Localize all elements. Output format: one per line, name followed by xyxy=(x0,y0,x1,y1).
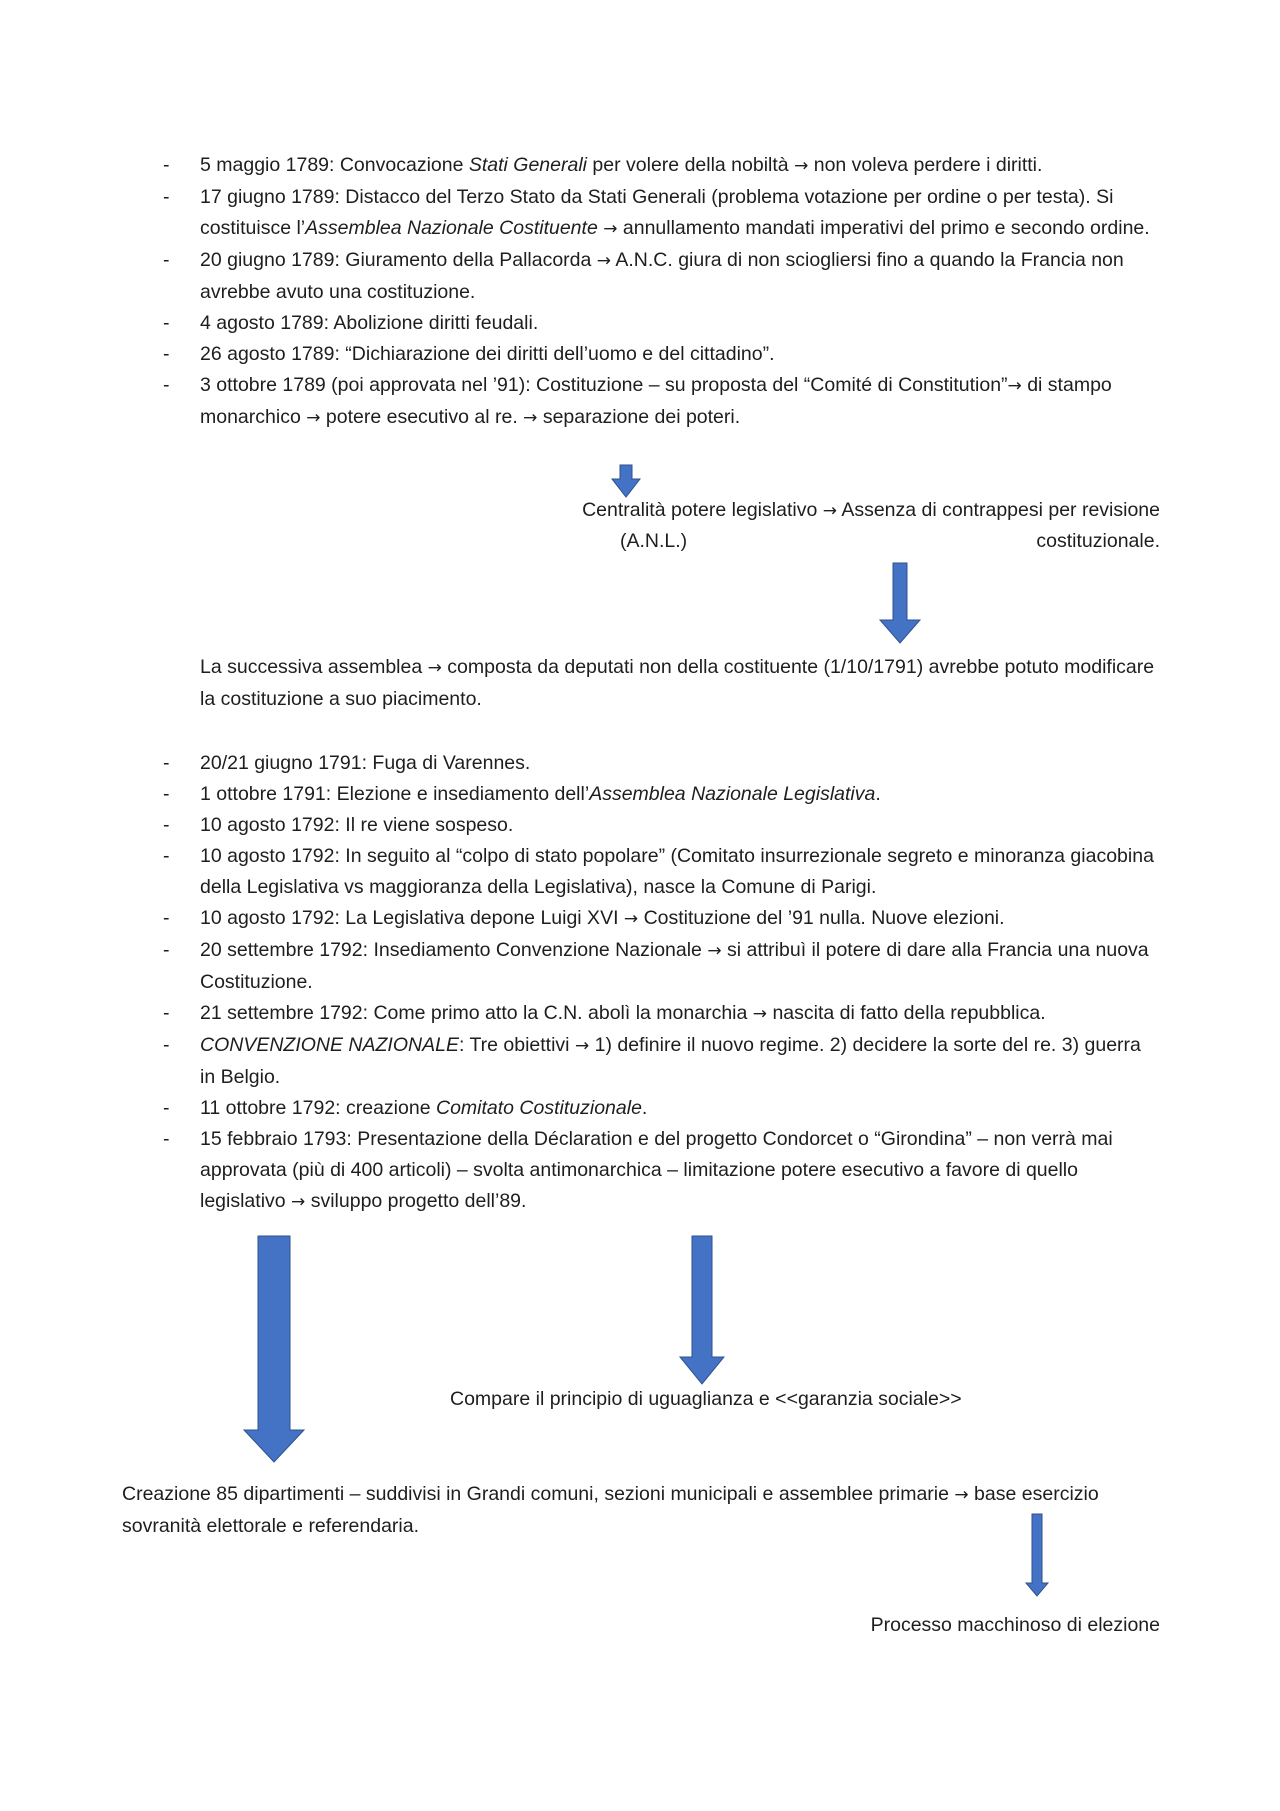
text-segment: si attribuì il potere di dare alla Francia una nuova Costituzione. xyxy=(200,939,1149,993)
events-list-1791-1793 xyxy=(160,748,1160,1218)
text-segment: 21 settembre 1792: Come primo atto la C.N. abolì la monarchia xyxy=(200,1002,753,1024)
text-segment: : Tre obiettivi xyxy=(458,1034,575,1056)
down-arrow-icon xyxy=(680,1236,724,1384)
text-segment: 20/21 giugno 1791: Fuga di Varennes. xyxy=(200,752,531,774)
right-arrow-icon: → xyxy=(523,408,538,428)
right-arrow-icon: → xyxy=(427,658,442,678)
list-item xyxy=(160,998,1160,1030)
text-segment: 10 agosto 1792: In seguito al “colpo di stato popolare” (Comitato insurrezionale segreto e minoranza giacobina della Legislativa vs maggioranza della Legislativa), nasce la Comune di Parigi. xyxy=(200,845,1154,898)
list-item xyxy=(160,150,1160,182)
italic-term: Assemblea Nazionale Legislativa xyxy=(589,783,876,805)
text-segment: 20 settembre 1792: Insediamento Convenzione Nazionale xyxy=(200,939,708,961)
italic-term: Stati Generali xyxy=(468,154,588,176)
text-segment: 10 agosto 1792: La Legislativa depone Luigi XVI xyxy=(200,907,624,929)
list-item xyxy=(160,810,1160,841)
list-item xyxy=(160,370,1160,434)
text-segment: 1) definire il nuovo regime. 2) decidere la sorte del re. 3) guerra in Belgio. xyxy=(200,1034,1141,1088)
italic-term: Comitato Costituzionale xyxy=(435,1097,642,1119)
list-item xyxy=(160,339,1160,370)
text-segment: 5 maggio 1789: Convocazione xyxy=(200,154,469,176)
text-segment: nascita di fatto della repubblica. xyxy=(767,1002,1046,1024)
text-segment: potere esecutivo al re. xyxy=(320,406,524,428)
text-segment: 26 agosto 1789: “Dichiarazione dei diritti dell’uomo e del cittadino”. xyxy=(200,343,775,365)
down-arrow-icon xyxy=(244,1236,304,1462)
text-segment: . xyxy=(641,1097,648,1119)
text-segment: base esercizio sovranità elettorale e referendaria. xyxy=(122,1483,1099,1537)
dipartimenti-paragraph xyxy=(122,1479,1162,1542)
down-arrow-icon xyxy=(1026,1514,1048,1596)
centralita-line xyxy=(510,495,1160,527)
contrappesi-text: Assenza di contrappesi per revisione xyxy=(841,499,1160,521)
right-arrow-icon: → xyxy=(822,501,837,521)
down-arrow-icon xyxy=(612,465,640,497)
centralita-text: Centralità potere legislativo xyxy=(582,499,818,521)
right-arrow-icon: → xyxy=(574,1036,590,1056)
text-segment: La successiva assemblea xyxy=(200,656,428,678)
text-segment: 1 ottobre 1791: Elezione e insediamento dell’ xyxy=(200,783,590,805)
text-segment: 3 ottobre 1789 (poi approvata nel ’91): Costituzione – su proposta del “Comité di Constitution” xyxy=(200,374,1008,396)
right-arrow-icon: → xyxy=(794,156,809,176)
text-segment: Creazione 85 dipartimenti – suddivisi in Grandi comuni, sezioni municipali e assemblee primarie xyxy=(122,1483,955,1505)
right-arrow-icon: → xyxy=(623,909,639,929)
processo-note: Processo macchinoso di elezione xyxy=(870,1614,1160,1636)
text-segment: 20 giugno 1789: Giuramento della Pallacorda xyxy=(200,249,597,271)
anl-note: (A.N.L.) xyxy=(620,530,688,552)
italic-term: CONVENZIONE NAZIONALE xyxy=(200,1034,459,1056)
list-item xyxy=(160,182,1160,245)
text-segment: Costituzione del ’91 nulla. Nuove elezioni. xyxy=(638,907,1005,929)
down-arrow-icon xyxy=(880,563,920,643)
text-segment: 11 ottobre 1792: creazione xyxy=(200,1097,436,1119)
events-list-1789 xyxy=(160,150,1160,434)
successiva-assemblea-paragraph xyxy=(200,652,1160,715)
text-segment: separazione dei poteri. xyxy=(537,406,741,428)
text-segment: sviluppo progetto dell’89. xyxy=(305,1190,527,1212)
text-segment: di stampo monarchico xyxy=(200,374,1112,428)
uguaglianza-note: Compare il principio di uguaglianza e <<garanzia sociale>> xyxy=(450,1388,962,1410)
text-segment: composta da deputati non della costituente (1/10/1791) avrebbe potuto modificare la costituzione a suo piacimento. xyxy=(200,656,1155,710)
list-item xyxy=(160,1093,1160,1124)
text-segment: annullamento mandati imperativi del primo e secondo ordine. xyxy=(617,217,1150,239)
list-item xyxy=(160,841,1160,903)
right-arrow-icon: → xyxy=(1007,376,1022,396)
right-arrow-icon: → xyxy=(596,251,612,271)
right-arrow-icon: → xyxy=(603,219,618,239)
text-segment: 10 agosto 1792: Il re viene sospeso. xyxy=(200,814,514,836)
text-segment: . xyxy=(875,783,881,805)
right-arrow-icon: → xyxy=(707,941,722,961)
text-segment: non voleva perdere i diritti. xyxy=(808,154,1043,176)
list-item xyxy=(160,779,1160,810)
text-segment: A.N.C. giura di non sciogliersi fino a quando la Francia non avrebbe avuto una costituzione. xyxy=(200,249,1124,303)
text-segment: per volere della nobiltà xyxy=(587,154,795,176)
right-arrow-icon: → xyxy=(291,1192,306,1212)
text-segment: 17 giugno 1789: Distacco del Terzo Stato da Stati Generali (problema votazione per ordine o per testa). Si costituisce l’ xyxy=(200,186,1114,239)
right-arrow-icon: → xyxy=(752,1004,768,1024)
list-item xyxy=(160,308,1160,339)
italic-term: Assemblea Nazionale Costituente xyxy=(305,217,598,239)
list-item xyxy=(160,1124,1160,1218)
list-item xyxy=(160,1030,1160,1093)
list-item xyxy=(160,903,1160,935)
text-segment: 4 agosto 1789: Abolizione diritti feudali. xyxy=(200,312,539,334)
right-arrow-icon: → xyxy=(306,408,321,428)
text-segment: 15 febbraio 1793: Presentazione della Déclaration e del progetto Condorcet o “Girondina” – non verrà mai approvata (più di 400 articoli) – svolta antimonarchica – limitazione potere esecutivo a favore di quello legislativo xyxy=(200,1128,1113,1212)
list-item xyxy=(160,245,1160,308)
list-item xyxy=(160,748,1160,779)
costituzionale-note: costituzionale. xyxy=(1036,530,1160,552)
list-item xyxy=(160,935,1160,998)
right-arrow-icon: → xyxy=(954,1485,969,1505)
